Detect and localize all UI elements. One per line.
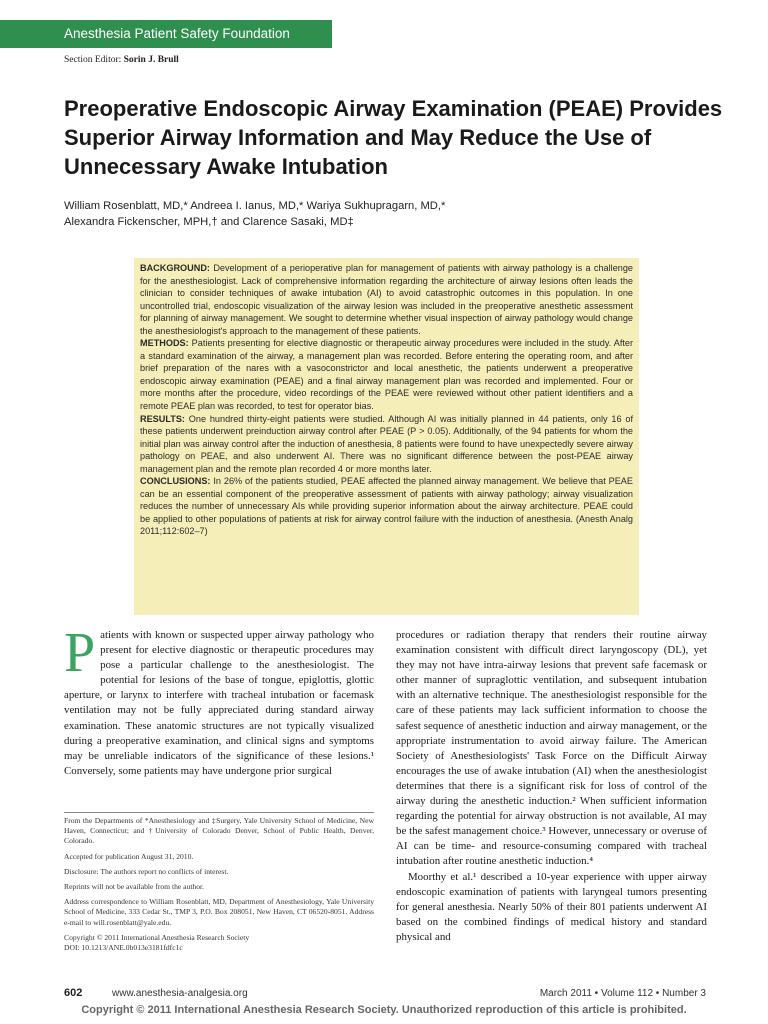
drop-cap: P — [64, 622, 96, 684]
conclusions-label: CONCLUSIONS: — [140, 476, 211, 487]
section-editor — [64, 55, 179, 65]
footnote-disclosure: Disclosure: The authors report no conflicts of interest. — [64, 866, 229, 876]
section-editor-name: Sorin J. Brull — [123, 55, 179, 65]
background-text: Development of a perioperative plan for management of patients with airway pathology is a challenge for the anesthesiologist. Lack of comprehensive information regarding the architecture of airway lesions often leads the clinician to consider techniques of awake intubation (AI) to avoid catastrophic outcomes in this population. In one uncontrolled trial, endoscopic visualization of the airway lesion was included in the preoperative anesthetic assessment for planning of airway management. We sought to determine whether visual inspection of airway pathology would change the anesthesiologist's approach to the management of these patients. — [140, 263, 633, 336]
journal-url: www.anesthesia-analgesia.org — [112, 988, 248, 999]
issue-info: March 2011 • Volume 112 • Number 3 — [539, 988, 706, 999]
abstract-results — [140, 413, 633, 476]
article-title: Preoperative Endoscopic Airway Examination (PEAE) Provides Superior Airway Information and May Reduce the Use of Unnecessary Awake Intubation — [64, 96, 723, 179]
author-line-2: Alexandra Fickenscher, MPH,† and Clarence Sasaki, MD‡ — [64, 216, 354, 228]
footnote-affiliation: From the Departments of *Anesthesiology and ‡Surgery, Yale University School of Medicine, New Haven, Connecticut; and †University of Colorado Denver, School of Public Health, Denver, Colorado. — [64, 816, 374, 846]
body-column-right — [396, 628, 707, 945]
abstract-methods — [140, 337, 633, 412]
background-label: BACKGROUND: — [140, 263, 210, 273]
conclusions-text: In 26% of the patients studied, PEAE affected the planned airway management. We believe that PEAE can be an essential component of the preoperative assessment of patients with airway pathology; airway visualization reduces the number of unnecessary AIs while providing superior information about the airway architecture. PEAE could be applied to other populations of patients at risk for airway control failure with the induction of anesthesia. (Anesth Analg 2011;112:602–7) — [140, 476, 633, 537]
footnotes — [64, 816, 374, 953]
section-editor-label: Section Editor: — [64, 55, 122, 65]
methods-text: Patients presenting for elective diagnostic or therapeutic airway procedures were included in the study. After a standard examination of the airway, a management plan was recorded. Before entering the operating room, and after brief preparation of the nares with a vasoconstrictor and local anesthetic, the patients underwent a preoperative endoscopic airway examination (PEAE) and a final airway management plan was recorded and implemented. Four or more months after the procedure, video recordings of the PEAE were reviewed without other patient identifiers and a remote PEAE plan was recorded, to test for operator bias. — [140, 338, 633, 412]
footnote-address: Address correspondence to William Rosenblatt, MD, Department of Anesthesiology, Yale University School of Medicine, 333 Cedar St., TMP 3, P.O. Box 208051, New Haven, CT 06520-8051. Address e-mail to will.rosenblatt@yale.edu. — [64, 897, 374, 927]
abstract-box — [134, 258, 639, 615]
body-paragraph-1: procedures or radiation therapy that renders their routine airway examination consistent with difficult direct laryngoscopy (DL), yet they may not have intra-airway lesions that prevent safe facemask or other manner of supraglottic ventilation, and subsequent intubation with an alternative technique. The anesthesiologist responsible for the care of these patients may lack sufficient information to choose the safest sequence of anesthetic induction and airway management, or the appropriate instrumentation to avoid airway failure. The American Society of Anesthesiologists' Task Force on the Difficult Airway encourages the use of awake intubation (AI) when the anesthesiologist determines that there is a significant risk for loss of control of the airway during the anesthetic induction.² When sufficient information regarding the potential for airway obstruction is not available, AI may be the safest management choice.³ However, unnecessary or overuse of AI can be time- and resource-consuming compared with tracheal intubation after routine anesthetic induction.⁴ — [396, 629, 707, 868]
abstract-background — [140, 262, 633, 337]
results-text: One hundred thirty-eight patients were studied. Although AI was initially planned in 44 patients, only 16 of these patients underwent preinduction airway control after PEAE (P > 0.05). Additionally, of the 94 patients for whom the initial plan was airway control after the induction of anesthesia, 8 patients were found to have unexpectedly severe airway pathology on PEAE, and also underwent AI. There was no significant difference between the post-PEAE airway management plan and the remote plan recorded 4 or more months later. — [140, 413, 633, 474]
intro-text: atients with known or suspected upper airway pathology who present for elective diagnostic or therapeutic procedures may pose a particular challenge to the anesthesiologist. The potential for lesions of the base of tongue, epiglottis, glottic aperture, or larynx to interfere with tracheal intubation or facemask ventilation may not be fully appreciated during standard airway examination. These anatomic structures are not typically visualized during a preoperative examination, and clinical signs and symptoms may be unreliable indicators of the significance of these lesions.¹ Conversely, some patients may have undergone prior surgical — [64, 629, 374, 777]
footnote-divider — [64, 812, 374, 813]
copyright-notice: Copyright © 2011 International Anesthesia Research Society. Unauthorized reproduction of this article is prohibited. — [81, 1004, 687, 1016]
footnote-copyright: Copyright © 2011 International Anesthesia Research Society — [64, 932, 250, 942]
methods-label: METHODS: — [140, 338, 189, 349]
page-number: 602 — [64, 987, 83, 999]
footnote-doi: DOI: 10.1213/ANE.0b013e3181fdfc1c — [64, 943, 183, 953]
footnote-accepted: Accepted for publication August 31, 2010. — [64, 851, 194, 861]
abstract-conclusions — [140, 475, 633, 538]
author-line-1: William Rosenblatt, MD,* Andreea I. Ianus, MD,* Wariya Sukhupragarn, MD,* — [64, 200, 446, 212]
intro-paragraph — [64, 622, 374, 779]
journal-section-banner: Anesthesia Patient Safety Foundation — [0, 20, 332, 48]
results-label: RESULTS: — [140, 413, 185, 424]
body-paragraph-2: Moorthy et al.¹ described a 10-year experience with upper airway endoscopic examination of patients with laryngeal tumors presenting for general anesthesia. Nearly 50% of their 801 patients underwent AI based on the combined findings of medical history and standard physical and — [396, 870, 707, 943]
author-list — [64, 198, 704, 230]
body-column-left — [64, 622, 374, 779]
footnote-reprints: Reprints will not be available from the author. — [64, 882, 205, 892]
